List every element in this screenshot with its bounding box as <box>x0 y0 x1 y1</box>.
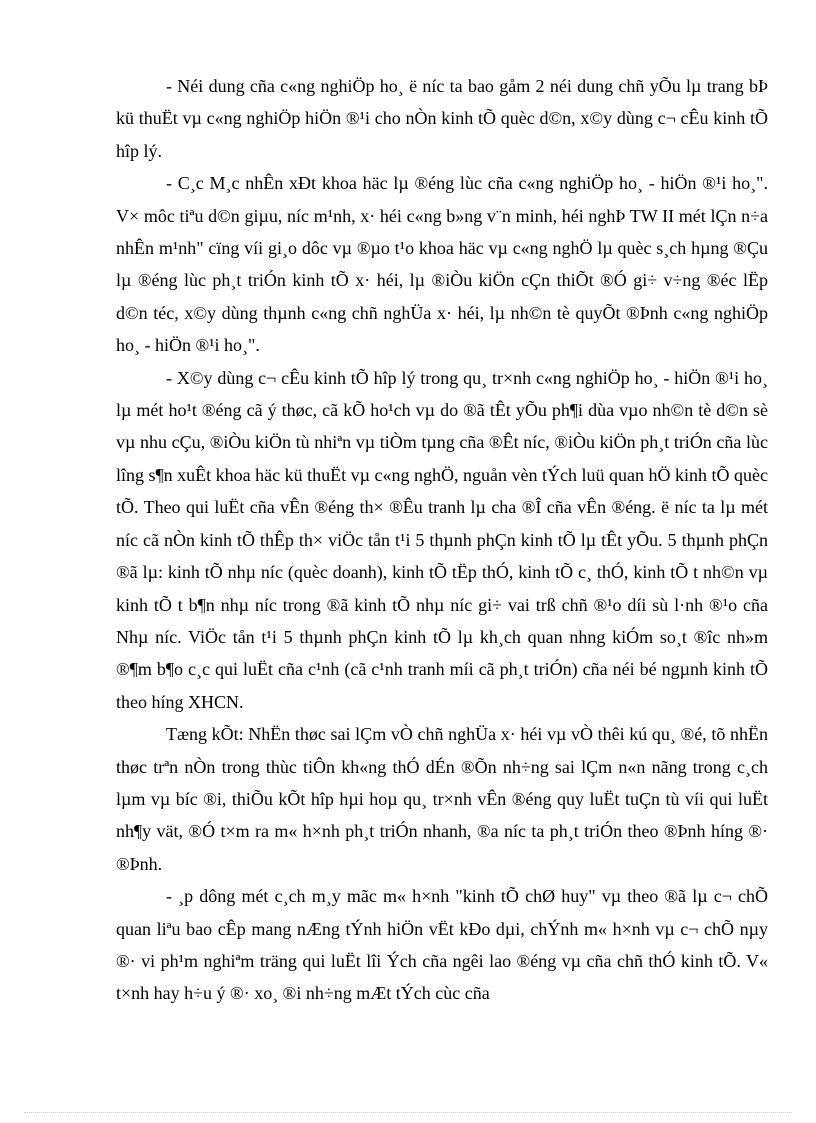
paragraph-summary: Tæng kÕt: NhËn thøc sai lÇm vÒ chñ nghÜa x· héi vµ vÒ thêi kú qu¸ ®é, tõ nhËn thøc trªn nÒn trong thùc tiÔn kh«ng thÓ dÉn ®Õn nh÷ng sai lÇm n«n nãng trong c¸ch lµm vµ bíc ®i, thiÕu kÕt hîp hµi hoµ qu¸ tr×nh vÊn ®éng quy luËt tuÇn tù víi qui luËt nh¶y vät, ®Ó t×m ra m« h×nh ph¸t triÓn nhanh, ®a níc ta ph¸t triÓn theo ®Þnh híng ®· ®Þnh. <box>116 724 768 874</box>
page-bottom-divider <box>24 1112 792 1113</box>
paragraph-science-driving-force: - C¸c M¸c nhÊn xÐt khoa häc lµ ®éng lùc cña c«ng nghiÖp ho¸ - hiÖn ®¹i ho¸". V× môc tiªu d©n giµu, níc m¹nh, x· héi c«ng b»ng v¨n minh, héi nghÞ TW II mét lÇn n÷a nhÊn m¹nh" cïng víi gi¸o dôc vµ ®µo t¹o khoa häc vµ c«ng nghÖ lµ quèc s¸ch hµng ®Çu lµ ®éng lùc ph¸t triÓn kinh tÕ x· héi, lµ ®iÒu kiÖn cÇn thiÕt ®Ó gi÷ v÷ng ®éc lËp d©n téc, x©y dùng thµnh c«ng chñ nghÜa x· héi, lµ nh©n tè quyÕt ®Þnh c«ng nghiÖp ho¸ - hiÖn ®¹i ho¸". <box>116 173 768 356</box>
paragraph-economic-structure: - X©y dùng c¬ cÊu kinh tÕ hîp lý trong qu¸ tr×nh c«ng nghiÖp ho¸ - hiÖn ®¹i ho¸ lµ mét ho¹t ®éng cã ý thøc, cã kÕ ho¹ch vµ do ®ã tÊt yÕu ph¶i dùa vµo nh©n tè d©n sè vµ nhu cÇu, ®iÒu kiÖn tù nhiªn vµ tiÒm tµng cña ®Êt níc, ®iÒu kiÖn ph¸t triÓn cña lùc lîng s¶n xuÊt khoa häc kü thuËt vµ c«ng nghÖ, nguån vèn tÝch luü quan hÖ kinh tÕ quèc tÕ. Theo qui luËt cña vÊn ®éng th× ®Êu tranh lµ cha ®Î cña vÊn ®éng. ë níc ta lµ mét níc cã nÒn kinh tÕ thÊp th× viÖc tån t¹i 5 thµnh phÇn kinh tÕ lµ tÊt yÕu. 5 thµnh phÇn ®ã lµ: kinh tÕ nhµ níc (quèc doanh), kinh tÕ tËp thÓ, kinh tÕ c¸ thÓ, kinh tÕ t nh©n vµ kinh tÕ t b¶n nhµ níc trong ®ã kinh tÕ nhµ níc gi÷ vai trß chñ ®¹o díi sù l·nh ®¹o cña Nhµ níc. ViÖc tån t¹i 5 thµnh phÇn kinh tÕ lµ kh¸ch quan nhng kiÓm so¸t ®îc nh»m ®¶m b¶o c¸c qui luËt cña c¹nh (cã c¹nh tranh míi cã ph¸t triÓn) cña néi bé ngµnh kinh tÕ theo híng XHCN. <box>116 367 768 712</box>
body-text <box>116 70 768 1010</box>
paragraph-content-of-industrialization: - Néi dung cña c«ng nghiÖp ho¸ ë níc ta bao gåm 2 néi dung chñ yÕu lµ trang bÞ kü thuËt vµ c«ng nghiÖp hiÖn ®¹i cho nÒn kinh tÕ quèc d©n, x©y dùng c¬ cÊu kinh tÕ hîp lý. <box>116 76 768 161</box>
paragraph-command-economy: - ¸p dông mét c¸ch m¸y mãc m« h×nh "kinh tÕ chØ huy" vµ theo ®ã lµ c¬ chÕ quan liªu bao cÊp mang nÆng tÝnh hiÖn vËt kÐo dµi, chÝnh m« h×nh vµ c¬ chÕ nµy ®· vi ph¹m nghiªm träng qui luËt lîi Ých cña ngêi lao ®éng vµ cña chñ thÓ kinh tÕ. V« t×nh hay h÷u ý ®· xo¸ ®i nh÷ng mÆt tÝch cùc cña <box>116 886 768 1004</box>
